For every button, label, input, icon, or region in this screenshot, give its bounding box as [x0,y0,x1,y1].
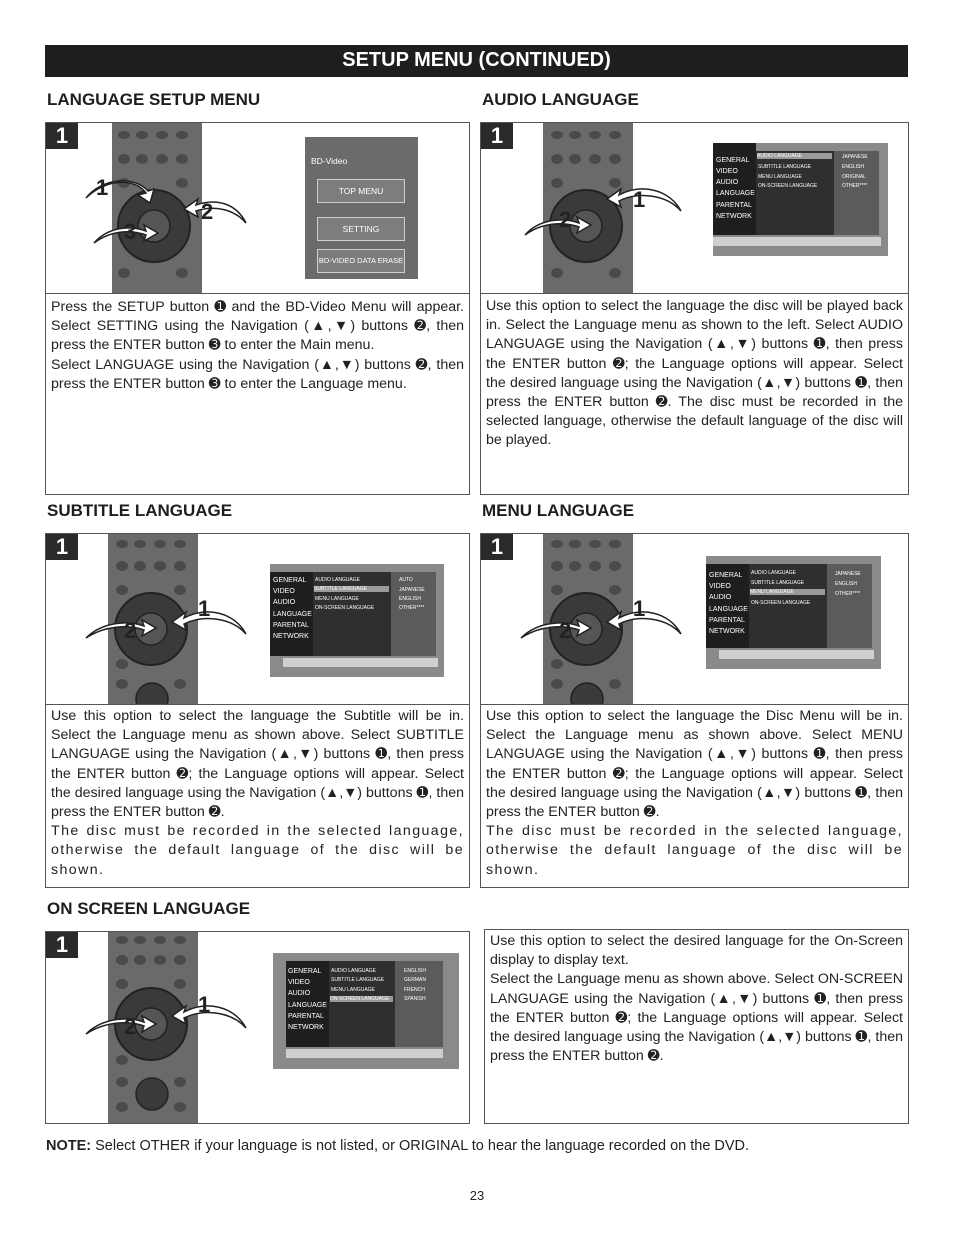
category-audio[interactable]: AUDIO [273,599,296,606]
instructions-subtitle-language [51,707,464,880]
item-audio-language[interactable]: AUDIO LANGUAGE [751,570,797,576]
category-network[interactable]: NETWORK [709,628,745,635]
option-english[interactable]: ENGLISH [399,596,421,602]
category-video[interactable]: VIDEO [716,168,738,175]
option-spanish[interactable]: SPANISH [404,996,426,1002]
callout-1: 1 [633,187,646,212]
item-on-screen-language[interactable]: ON-SCREEN LANGUAGE [758,183,818,189]
item-menu-language[interactable]: MENU LANGUAGE [758,174,802,180]
panel-on-screen-illustration [45,931,470,1124]
option-auto[interactable]: AUTO [399,577,413,583]
item-menu-language[interactable]: MENU LANGUAGE [331,987,375,993]
bd-video-menu [305,137,418,279]
callout-2: 2 [124,618,137,643]
item-audio-language[interactable]: AUDIO LANGUAGE [315,577,361,583]
callout-2: 2 [201,199,214,224]
illustration-subtitle-language [46,534,469,705]
option-english[interactable]: ENGLISH [842,164,864,170]
option-french[interactable]: FRENCH [404,987,425,993]
panel-subtitle-language [45,533,470,888]
callout-1: 1 [198,596,211,621]
paragraph: Use this option to select the language the Subtitle will be in. Select the Language menu as shown above. Select SUBTITLE LANGUAGE using the Navigation (▲,▼) buttons ➊, then press the ENTER button ➋; the Language options will appear. Select the desired language using the Navigation (▲,▼) buttons ➊, then press the ENTER button ➋. [51,708,464,821]
paragraph: The disc must be recorded in the selected language, otherwise the default language of the disc will be shown. [486,823,903,878]
section-title-audio-language: AUDIO LANGUAGE [482,90,639,109]
panel-on-screen-instructions [484,929,909,1124]
category-parental[interactable]: PARENTAL [709,617,745,624]
category-parental[interactable]: PARENTAL [273,622,309,629]
category-general[interactable]: GENERAL [709,572,743,579]
item-subtitle-language[interactable]: SUBTITLE LANGUAGE [758,164,812,170]
callout-1: 1 [633,596,646,621]
callout-2: 2 [124,1014,137,1039]
step-badge: 1 [481,123,513,149]
option-english[interactable]: ENGLISH [404,968,426,974]
step-badge: 1 [46,123,78,149]
osd-language-menu [713,143,888,256]
paragraph: Use this option to select the desired language for the On-Screen display to display text. [490,933,903,969]
bd-video-menu-title: BD-Video [311,156,348,166]
note-text: Select OTHER if your language is not listed, or ORIGINAL to hear the language recorded on the DVD. [91,1138,750,1154]
category-language[interactable]: LANGUAGE [709,606,748,613]
osd-language-menu [706,556,881,669]
item-subtitle-language[interactable]: SUBTITLE LANGUAGE [331,977,385,983]
category-language[interactable]: LANGUAGE [716,190,755,197]
category-general[interactable]: GENERAL [288,968,322,975]
option-japanese[interactable]: JAPANESE [399,587,425,593]
category-video[interactable]: VIDEO [288,979,310,986]
paragraph: Select the Language menu as shown above. Select ON-SCREEN LANGUAGE using the Navigation (▲,▼) buttons ➊, then press the ENTER button ➋; the Language options will appear. Select the desired language using the Navigation (▲,▼) buttons ➊, then press the ENTER button ➋. [490,971,903,1065]
page-number: 23 [469,1188,485,1203]
paragraph: Use this option to select the language the Disc Menu will be in. Select the Language menu as shown above. Select MENU LANGUAGE using the Navigation (▲,▼) buttons ➊, then press the ENTER button ➋; the Language options will appear. Select the desired language using the Navigation (▲,▼) buttons ➊, then press the ENTER button ➋. [486,708,903,821]
panel-menu-language [480,533,909,888]
instructions-on-screen-language [490,932,903,1066]
item-on-screen-language[interactable]: ON-SCREEN LANGUAGE [330,996,393,1002]
callout-3: 3 [124,219,137,244]
illustration-menu-language [481,534,908,705]
osd-language-menu [273,953,459,1069]
option-english[interactable]: ENGLISH [835,581,857,587]
category-audio[interactable]: AUDIO [709,594,732,601]
illustration-language-setup [46,123,469,294]
step-badge: 1 [46,534,78,560]
item-audio-language[interactable]: AUDIO LANGUAGE [331,968,377,974]
category-parental[interactable]: PARENTAL [288,1013,324,1020]
step-badge: 1 [46,932,78,958]
category-audio[interactable]: AUDIO [288,990,311,997]
option-other[interactable]: OTHER**** [835,591,861,597]
step-badge: 1 [481,534,513,560]
category-network[interactable]: NETWORK [288,1024,324,1031]
category-general[interactable]: GENERAL [716,157,750,164]
menu-item-setting[interactable]: SETTING [317,217,405,241]
section-title-subtitle-language: SUBTITLE LANGUAGE [47,501,233,520]
category-audio[interactable]: AUDIO [716,179,739,186]
paragraph: The disc must be recorded in the selected language, otherwise the default language of the disc will be shown. [51,823,464,878]
illustration-audio-language [481,123,908,294]
category-language[interactable]: LANGUAGE [288,1002,327,1009]
menu-item-bd-video-data-erase[interactable]: BD-VIDEO DATA ERASE [317,249,405,273]
item-subtitle-language[interactable]: SUBTITLE LANGUAGE [751,580,805,586]
item-menu-language[interactable]: MENU LANGUAGE [750,589,825,595]
callout-1: 1 [198,992,211,1017]
category-video[interactable]: VIDEO [273,588,295,595]
paragraph: Press the SETUP button ➊ and the BD-Video Menu will appear. Select SETTING using the Navigation (▲,▼) buttons ➋, then press the ENTER button ➌ to enter the Main menu. [51,299,464,354]
footer-note [46,1138,749,1154]
panel-language-setup [45,122,470,495]
category-language[interactable]: LANGUAGE [273,611,312,618]
instructions-menu-language [486,707,903,880]
menu-item-top-menu[interactable]: TOP MENU [317,179,405,203]
section-title-language-setup: LANGUAGE SETUP MENU [47,90,261,109]
instructions-audio-language [486,297,903,451]
item-on-screen-language[interactable]: ON-SCREEN LANGUAGE [751,600,811,606]
section-title-menu-language: MENU LANGUAGE [482,501,635,520]
callout-1: 1 [96,175,109,200]
category-network[interactable]: NETWORK [716,213,752,220]
panel-audio-language [480,122,909,495]
item-audio-language[interactable]: AUDIO LANGUAGE [757,153,832,159]
callout-2: 2 [559,618,572,643]
instructions-language-setup [51,298,464,394]
category-video[interactable]: VIDEO [709,583,731,590]
paragraph: Select LANGUAGE using the Navigation (▲,▼) buttons ➋, then press the ENTER button ➌ to enter the Language menu. [51,356,464,392]
option-japanese[interactable]: JAPANESE [842,154,868,160]
section-title-on-screen-language: ON SCREEN LANGUAGE [47,899,251,918]
category-general[interactable]: GENERAL [273,577,307,584]
option-other[interactable]: OTHER**** [399,605,425,611]
illustration-on-screen-language [46,932,469,1123]
category-parental[interactable]: PARENTAL [716,202,752,209]
option-other[interactable]: OTHER**** [842,183,868,189]
item-menu-language[interactable]: MENU LANGUAGE [315,596,359,602]
option-original[interactable]: ORIGINAL [842,174,866,180]
paragraph: Use this option to select the language the disc will be played back in. Select the Language menu as shown to the left. Select AUDIO LANGUAGE using the Navigation (▲,▼) buttons ➊, then press the ENTER button ➋; the Language options will appear. Select the desired language using the Navigation (▲,▼) buttons ➊, then press the ENTER button ➋. The disc must be recorded in the selected language, otherwise the default language of the disc will be played. [486,298,903,449]
item-on-screen-language[interactable]: ON-SCREEN LANGUAGE [315,605,375,611]
item-subtitle-language[interactable]: SUBTITLE LANGUAGE [314,586,389,592]
page-banner: SETUP MENU (CONTINUED) [45,45,908,77]
option-japanese[interactable]: JAPANESE [835,571,861,577]
category-network[interactable]: NETWORK [273,633,309,640]
osd-language-menu [270,564,444,677]
callout-2: 2 [559,207,572,232]
note-label: NOTE: [46,1138,92,1154]
option-german[interactable]: GERMAN [404,977,426,983]
